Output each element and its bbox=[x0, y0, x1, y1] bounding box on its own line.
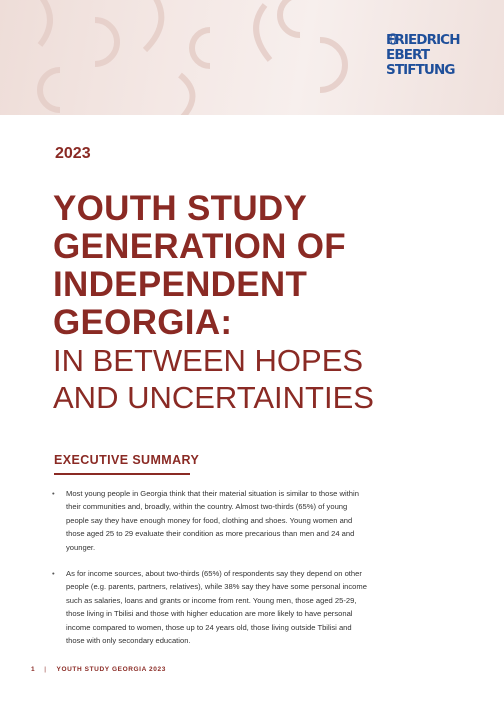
logo-line-3: STIFTUNG bbox=[386, 62, 455, 78]
logo-line-1: FRIEDRICH bbox=[386, 32, 460, 48]
bullet-marker: • bbox=[52, 569, 55, 579]
subtitle-line: IN BETWEEN HOPES bbox=[53, 343, 364, 378]
title-line: INDEPENDENT bbox=[53, 265, 308, 304]
logo-line-2: EBERT bbox=[386, 48, 472, 63]
document-subtitle bbox=[53, 342, 483, 416]
list-item-text: Most young people in Georgia think that their material situation is similar to those within their communities and, broadly, within the country. Almost two-thirds (65%) of young people say they have enough money for food, clothing and shoes. Young women and those aged 25 to 29 evaluate their condition as more precarious than men and 24 and younger. bbox=[66, 489, 359, 552]
running-title: YOUTH STUDY GEORGIA 2023 bbox=[56, 666, 166, 673]
footer-separator: | bbox=[44, 666, 47, 673]
document-title bbox=[53, 190, 473, 342]
fes-logo[interactable] bbox=[386, 33, 472, 78]
summary-list bbox=[52, 487, 370, 660]
publication-year: 2023 bbox=[55, 145, 91, 162]
subtitle-line: AND UNCERTAINTIES bbox=[53, 380, 374, 415]
page-number: 1 bbox=[31, 666, 36, 673]
globe-icon bbox=[387, 33, 399, 45]
list-item bbox=[52, 487, 370, 554]
page-footer bbox=[31, 666, 166, 673]
list-item bbox=[52, 567, 370, 647]
section-underline bbox=[54, 473, 190, 475]
header-band bbox=[0, 0, 504, 115]
title-line: GEORGIA: bbox=[53, 303, 233, 342]
list-item-text: As for income sources, about two-thirds (65%) of respondents say they depend on other people (e.g. parents, partners, relatives), while 38% say they have some personal income such as salaries, loans and grants or income from rent. Young men, those aged 25-29, those living in Tbilisi and those with higher education are more likely to have personal income compared to women, those up to 24 years old, those living outside Tbilisi and those with only secondary education. bbox=[66, 569, 367, 646]
title-line: GENERATION OF bbox=[53, 227, 346, 266]
bullet-marker: • bbox=[52, 489, 55, 498]
title-line: YOUTH STUDY bbox=[53, 189, 308, 228]
section-heading: EXECUTIVE SUMMARY bbox=[54, 453, 200, 467]
